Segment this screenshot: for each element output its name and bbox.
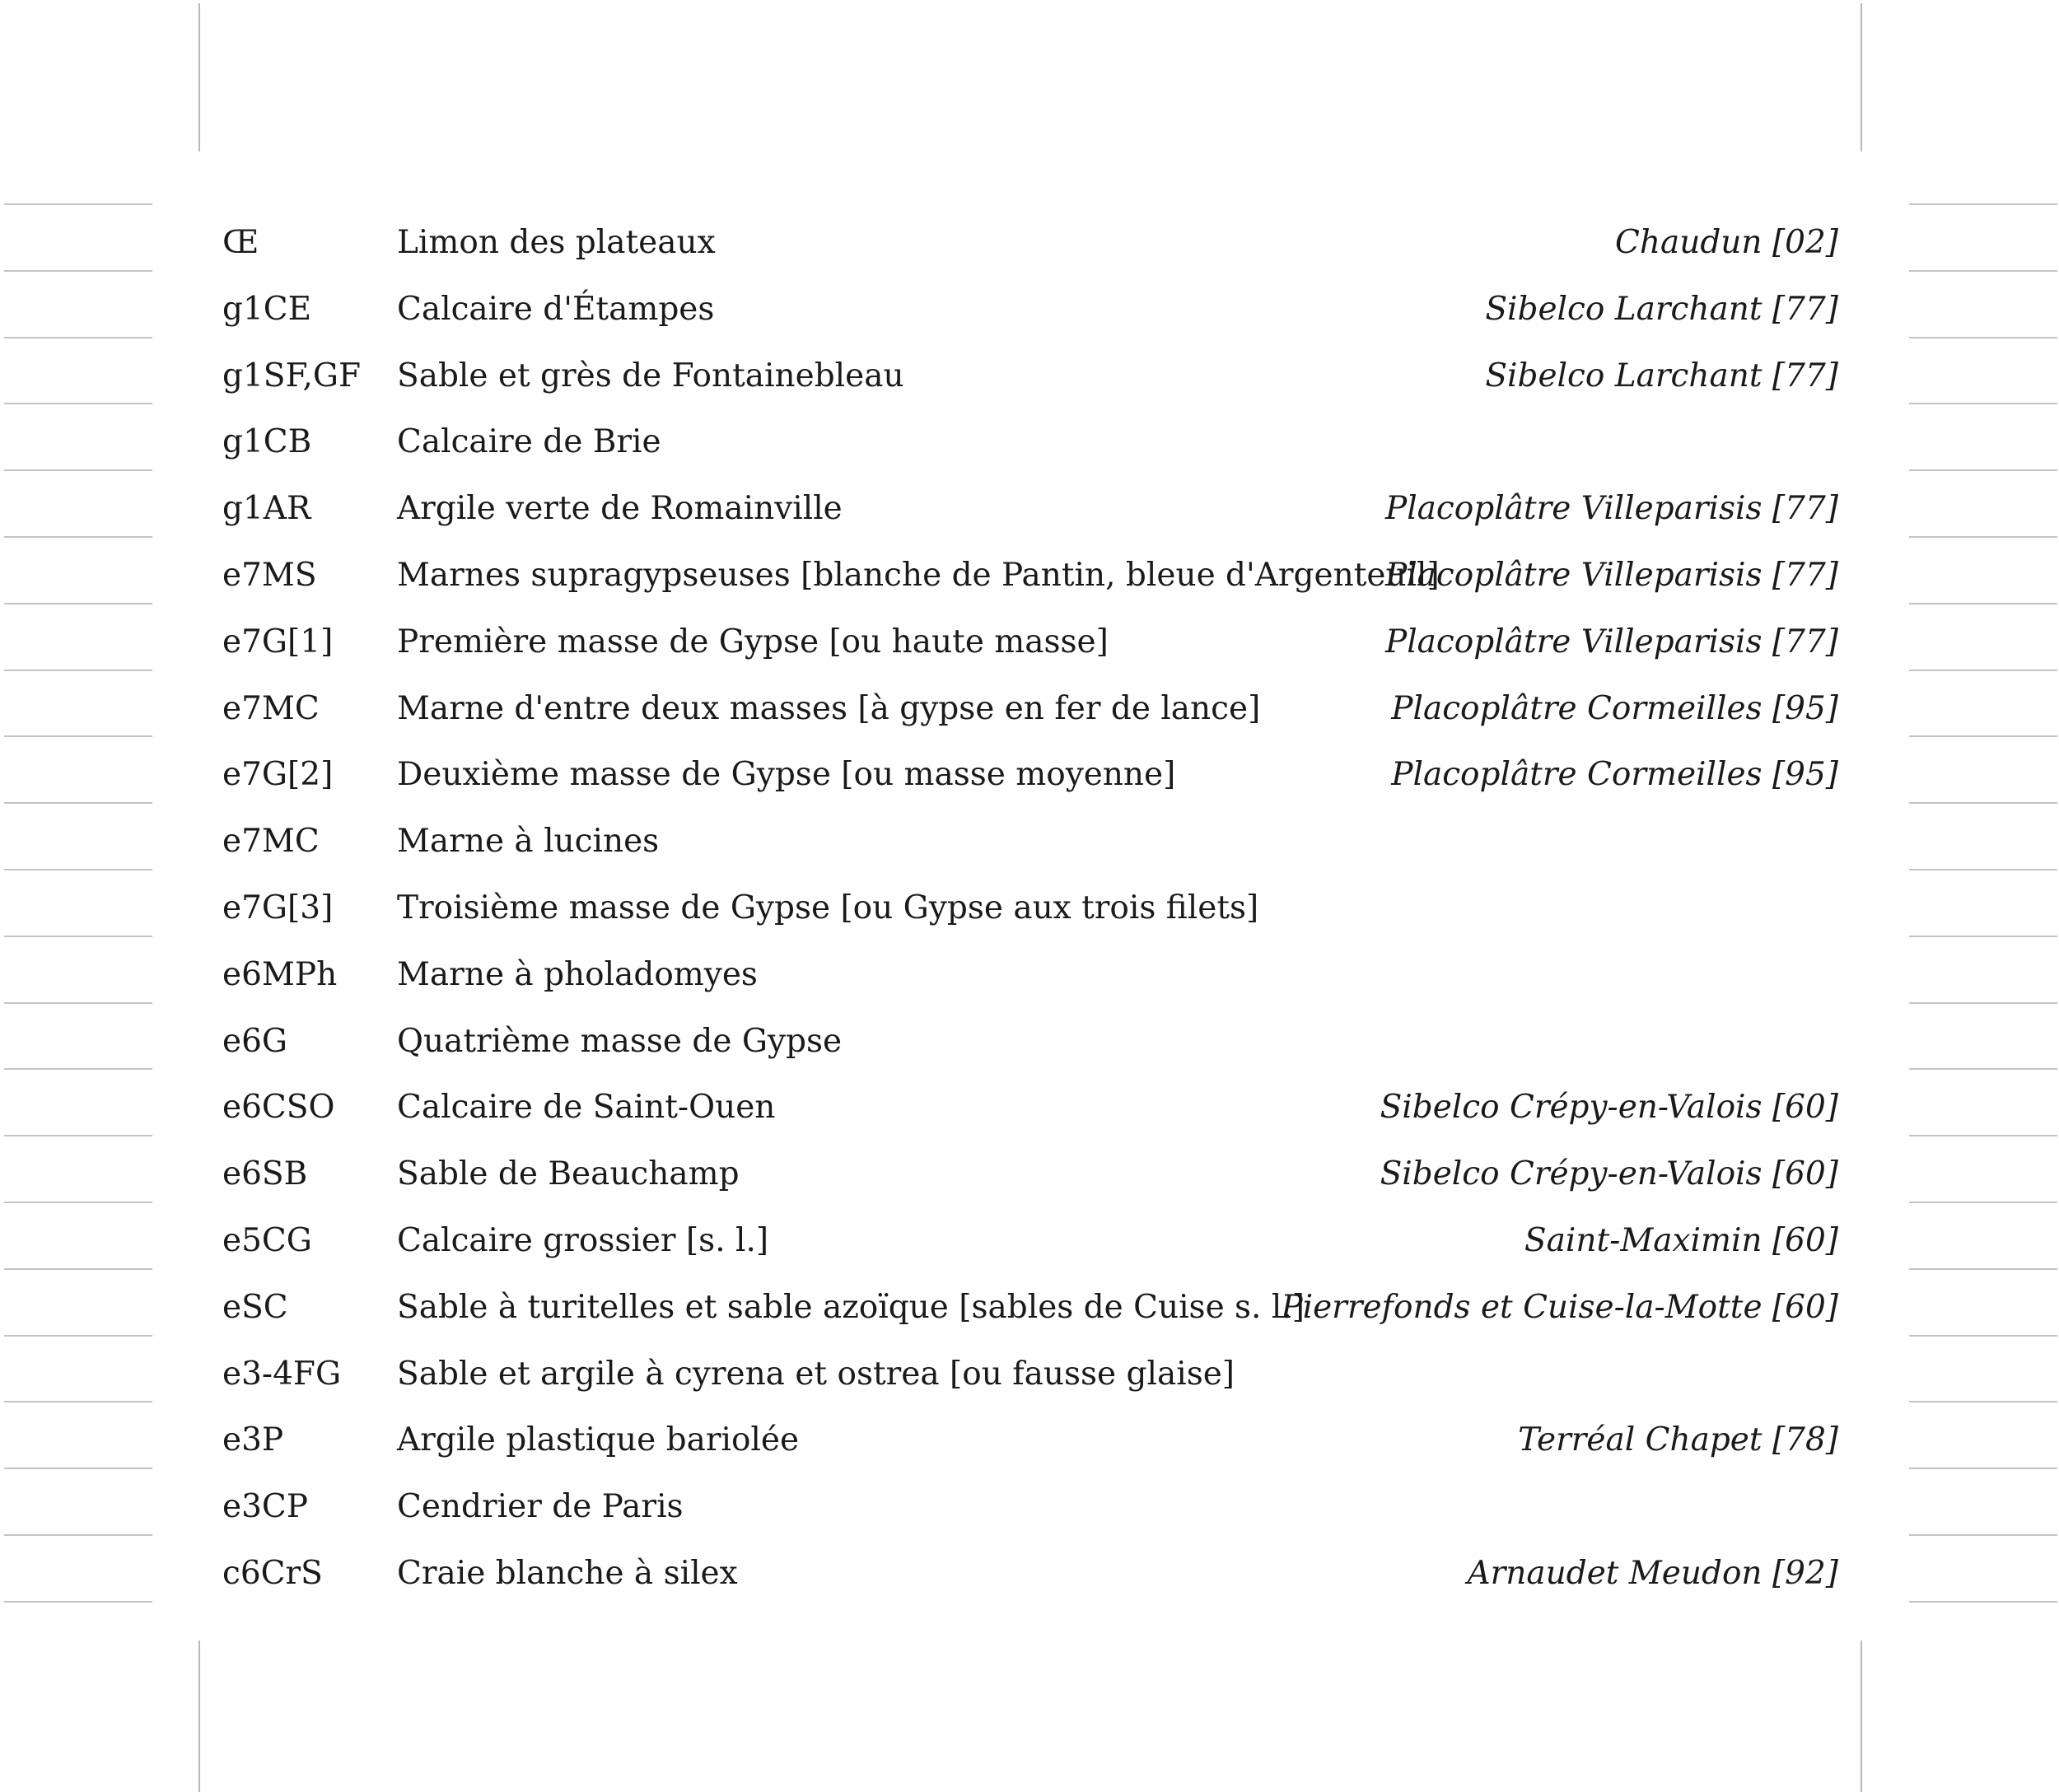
row-guide-line [1909, 670, 2057, 671]
stratum-code: e3-4FG [222, 1355, 342, 1393]
stratum-code: e5CG [222, 1221, 312, 1259]
row-guide-line [1909, 735, 2057, 737]
sample-site: Placoplâtre Cormeilles [95] [1391, 756, 1838, 794]
stratum-description: Calcaire d'Étampes [397, 290, 715, 328]
sample-site: Placoplâtre Villeparisis [77] [1384, 490, 1838, 528]
sample-site: Sibelco Larchant [77] [1485, 357, 1838, 394]
right-row-guides [1909, 0, 2057, 1792]
row-guide-line [4, 936, 152, 937]
row-guide-line [4, 1068, 152, 1070]
table-row [222, 1141, 1838, 1208]
stratum-code: e6MPh [222, 955, 338, 993]
stratum-code: e7MC [222, 823, 320, 861]
row-guide-line [4, 203, 152, 205]
table-row [222, 1407, 1838, 1474]
stratum-description: Calcaire de Brie [397, 423, 661, 461]
row-guide-line [1909, 1135, 2057, 1136]
sample-site: Pierrefonds et Cuise-la-Motte [60] [1281, 1288, 1838, 1326]
table-row [222, 742, 1838, 809]
table-row [222, 1075, 1838, 1141]
stratum-code: g1CB [222, 423, 312, 461]
stratum-code: e6G [222, 1022, 288, 1060]
crop-mark-top-left [198, 3, 200, 152]
row-guide-line [1909, 1468, 2057, 1469]
row-guide-line [1909, 536, 2057, 538]
row-guide-line [4, 469, 152, 471]
crop-mark-bottom-right [1861, 1640, 1862, 1792]
row-guide-line [4, 670, 152, 671]
stratum-description: Marne à pholadomyes [397, 955, 758, 993]
row-guide-line [1909, 1268, 2057, 1270]
row-guide-line [4, 403, 152, 404]
row-guide-line [4, 603, 152, 604]
stratum-description: Deuxième masse de Gypse [ou masse moyenne] [397, 756, 1176, 794]
strata-table [222, 210, 1838, 1608]
stratum-description: Sable à turitelles et sable azoïque [sables de Cuise s. l.] [397, 1288, 1305, 1326]
stratum-description: Première masse de Gypse [ou haute masse] [397, 623, 1109, 660]
row-guide-line [1909, 1335, 2057, 1337]
sample-site: Sibelco Larchant [77] [1485, 290, 1838, 328]
stratum-description: Marnes supragypseuses [blanche de Pantin, bleue d'Argenteuil] [397, 556, 1440, 594]
row-guide-line [1909, 603, 2057, 604]
stratum-description: Cendrier de Paris [397, 1488, 684, 1526]
row-guide-line [4, 735, 152, 737]
row-guide-line [4, 337, 152, 338]
stratum-description: Troisième masse de Gypse [ou Gypse aux trois filets] [397, 889, 1259, 926]
row-guide-line [1909, 1002, 2057, 1004]
stratum-code: c6CrS [222, 1554, 323, 1592]
table-row [222, 1208, 1838, 1275]
stratum-code: e7G[1] [222, 623, 334, 660]
row-guide-line [1909, 802, 2057, 804]
crop-mark-top-right [1861, 3, 1862, 152]
stratum-description: Marne d'entre deux masses [à gypse en fer de lance] [397, 689, 1261, 727]
table-row [222, 609, 1838, 676]
stratum-description: Sable et grès de Fontainebleau [397, 357, 904, 394]
table-row [222, 210, 1838, 277]
row-guide-line [1909, 1534, 2057, 1536]
stratum-description: Sable de Beauchamp [397, 1155, 740, 1193]
row-guide-line [4, 1268, 152, 1270]
table-row [222, 942, 1838, 1009]
row-guide-line [4, 869, 152, 870]
table-row [222, 543, 1838, 609]
stratum-code: g1CE [222, 290, 312, 328]
stratum-description: Sable et argile à cyrena et ostrea [ou fausse glaise] [397, 1355, 1235, 1393]
sample-site: Terréal Chapet [78] [1518, 1421, 1838, 1459]
sample-site: Arnaudet Meudon [92] [1467, 1554, 1838, 1592]
row-guide-line [1909, 337, 2057, 338]
stratum-code: g1AR [222, 490, 311, 528]
table-row [222, 476, 1838, 543]
row-guide-line [1909, 469, 2057, 471]
stratum-description: Quatrième masse de Gypse [397, 1022, 843, 1060]
row-guide-line [4, 1202, 152, 1203]
sample-site: Placoplâtre Villeparisis [77] [1384, 623, 1838, 660]
row-guide-line [1909, 1601, 2057, 1603]
sample-site: Sibelco Crépy-en-Valois [60] [1380, 1155, 1838, 1193]
table-row [222, 1009, 1838, 1076]
stratum-code: e3CP [222, 1488, 308, 1526]
row-guide-line [4, 270, 152, 272]
stratum-code: e7MS [222, 556, 317, 594]
stratum-code: eSC [222, 1288, 288, 1326]
left-row-guides [4, 0, 152, 1792]
row-guide-line [1909, 270, 2057, 272]
sample-site: Chaudun [02] [1615, 224, 1838, 261]
stratum-description: Argile verte de Romainville [397, 490, 843, 528]
stratum-code: e7MC [222, 689, 320, 727]
stratum-code: e6SB [222, 1155, 308, 1193]
stratum-description: Craie blanche à silex [397, 1554, 738, 1592]
table-row [222, 343, 1838, 410]
row-guide-line [4, 1601, 152, 1603]
row-guide-line [4, 1401, 152, 1402]
row-guide-line [4, 1335, 152, 1337]
table-row [222, 1275, 1838, 1342]
table-row [222, 875, 1838, 942]
sample-site: Sibelco Crépy-en-Valois [60] [1380, 1089, 1838, 1127]
table-row [222, 676, 1838, 743]
stratum-description: Limon des plateaux [397, 224, 716, 261]
row-guide-line [4, 1002, 152, 1004]
row-guide-line [1909, 203, 2057, 205]
stratum-code: g1SF,GF [222, 357, 362, 394]
sample-site: Placoplâtre Villeparisis [77] [1384, 556, 1838, 594]
stratum-description: Calcaire grossier [s. l.] [397, 1221, 769, 1259]
stratum-description: Calcaire de Saint-Ouen [397, 1089, 776, 1127]
row-guide-line [1909, 1401, 2057, 1402]
row-guide-line [4, 1468, 152, 1469]
table-row [222, 809, 1838, 875]
table-row [222, 1541, 1838, 1608]
stratum-code: Œ [222, 224, 259, 261]
row-guide-line [1909, 869, 2057, 870]
table-row [222, 409, 1838, 476]
row-guide-line [4, 1135, 152, 1136]
stratum-code: e6CSO [222, 1089, 335, 1127]
table-row [222, 1342, 1838, 1408]
row-guide-line [4, 536, 152, 538]
sample-site: Placoplâtre Cormeilles [95] [1391, 689, 1838, 727]
row-guide-line [1909, 1202, 2057, 1203]
sample-site: Saint-Maximin [60] [1524, 1221, 1838, 1259]
stratum-code: e7G[2] [222, 756, 334, 794]
stratum-code: e3P [222, 1421, 284, 1459]
row-guide-line [1909, 403, 2057, 404]
row-guide-line [4, 1534, 152, 1536]
row-guide-line [4, 802, 152, 804]
crop-mark-bottom-left [198, 1640, 200, 1792]
stratum-description: Argile plastique bariolée [397, 1421, 800, 1459]
row-guide-line [1909, 1068, 2057, 1070]
row-guide-line [1909, 936, 2057, 937]
table-row [222, 277, 1838, 343]
table-row [222, 1474, 1838, 1541]
stratum-code: e7G[3] [222, 889, 334, 926]
stratum-description: Marne à lucines [397, 823, 660, 861]
